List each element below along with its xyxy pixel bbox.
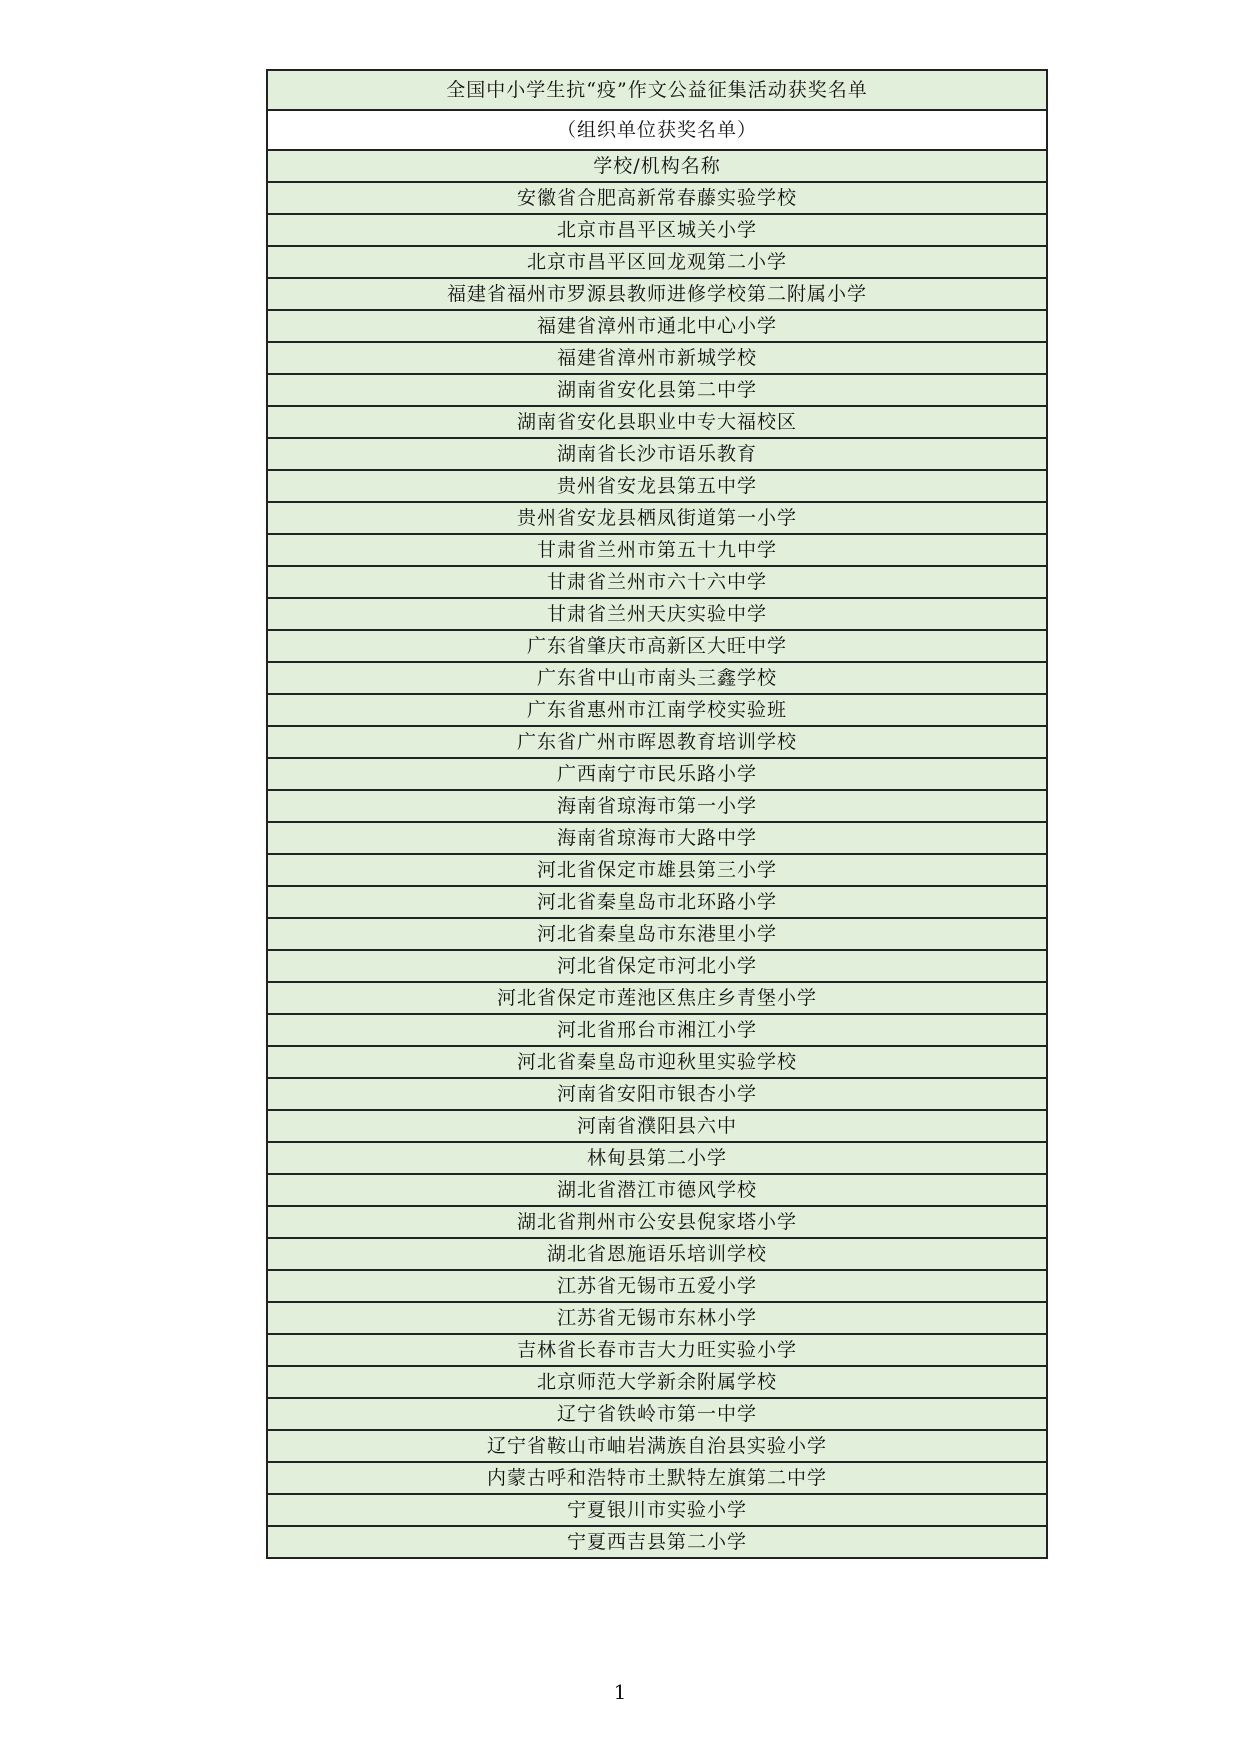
school-name-cell: 河北省秦皇岛市北环路小学	[267, 886, 1047, 918]
table-row	[267, 310, 1047, 342]
school-name-cell: 辽宁省铁岭市第一中学	[267, 1398, 1047, 1430]
school-name-cell: 广东省广州市晖恩教育培训学校	[267, 726, 1047, 758]
table-row	[267, 534, 1047, 566]
school-name-cell: 河南省濮阳县六中	[267, 1110, 1047, 1142]
table-row	[267, 630, 1047, 662]
school-name-cell: 河北省保定市雄县第三小学	[267, 854, 1047, 886]
school-name-cell: 福建省漳州市新城学校	[267, 342, 1047, 374]
school-name-cell: 湖北省恩施语乐培训学校	[267, 1238, 1047, 1270]
table-row	[267, 214, 1047, 246]
table-row	[267, 1366, 1047, 1398]
school-name-cell: 甘肃省兰州市六十六中学	[267, 566, 1047, 598]
table-row	[267, 278, 1047, 310]
school-name-cell: 湖北省荆州市公安县倪家塔小学	[267, 1206, 1047, 1238]
school-name-cell: 海南省琼海市第一小学	[267, 790, 1047, 822]
table-row	[267, 822, 1047, 854]
table-row	[267, 406, 1047, 438]
school-name-cell: 宁夏银川市实验小学	[267, 1494, 1047, 1526]
table-row	[267, 1014, 1047, 1046]
table-row	[267, 1206, 1047, 1238]
school-name-cell: 内蒙古呼和浩特市土默特左旗第二中学	[267, 1462, 1047, 1494]
table-row	[267, 1142, 1047, 1174]
table-row	[267, 662, 1047, 694]
table-row	[267, 1174, 1047, 1206]
school-name-cell: 辽宁省鞍山市岫岩满族自治县实验小学	[267, 1430, 1047, 1462]
school-name-cell: 江苏省无锡市东林小学	[267, 1302, 1047, 1334]
school-name-cell: 北京师范大学新余附属学校	[267, 1366, 1047, 1398]
title-row	[267, 70, 1047, 110]
table-row	[267, 694, 1047, 726]
table-row	[267, 438, 1047, 470]
table-row	[267, 1046, 1047, 1078]
table-row	[267, 374, 1047, 406]
school-name-cell: 河北省秦皇岛市迎秋里实验学校	[267, 1046, 1047, 1078]
school-name-cell: 河北省保定市河北小学	[267, 950, 1047, 982]
school-name-cell: 海南省琼海市大路中学	[267, 822, 1047, 854]
table-row	[267, 1462, 1047, 1494]
school-name-cell: 福建省福州市罗源县教师进修学校第二附属小学	[267, 278, 1047, 310]
subtitle-row	[267, 110, 1047, 150]
school-name-cell: 湖南省安化县职业中专大福校区	[267, 406, 1047, 438]
table-row	[267, 598, 1047, 630]
table-row	[267, 1078, 1047, 1110]
school-name-cell: 河北省秦皇岛市东港里小学	[267, 918, 1047, 950]
table-row	[267, 1238, 1047, 1270]
school-name-cell: 广东省肇庆市高新区大旺中学	[267, 630, 1047, 662]
school-name-cell: 河南省安阳市银杏小学	[267, 1078, 1047, 1110]
document-subtitle: （组织单位获奖名单）	[267, 110, 1047, 150]
table-row	[267, 854, 1047, 886]
award-list-table	[266, 69, 1048, 1559]
table-row	[267, 1398, 1047, 1430]
school-name-cell: 江苏省无锡市五爱小学	[267, 1270, 1047, 1302]
table-row	[267, 1302, 1047, 1334]
column-header-row	[267, 150, 1047, 182]
table-row	[267, 1494, 1047, 1526]
school-name-cell: 河北省保定市莲池区焦庄乡青堡小学	[267, 982, 1047, 1014]
table-row	[267, 1430, 1047, 1462]
school-name-cell: 吉林省长春市吉大力旺实验小学	[267, 1334, 1047, 1366]
school-name-cell: 甘肃省兰州市第五十九中学	[267, 534, 1047, 566]
school-name-cell: 甘肃省兰州天庆实验中学	[267, 598, 1047, 630]
school-name-cell: 广西南宁市民乐路小学	[267, 758, 1047, 790]
table-row	[267, 246, 1047, 278]
table-row	[267, 886, 1047, 918]
table-row	[267, 950, 1047, 982]
table-row	[267, 502, 1047, 534]
page-number: 1	[613, 1680, 627, 1704]
school-name-cell: 湖南省安化县第二中学	[267, 374, 1047, 406]
school-name-cell: 河北省邢台市湘江小学	[267, 1014, 1047, 1046]
table-row	[267, 1110, 1047, 1142]
document-title: 全国中小学生抗“疫”作文公益征集活动获奖名单	[267, 70, 1047, 110]
school-name-cell: 贵州省安龙县栖凤街道第一小学	[267, 502, 1047, 534]
school-name-cell: 湖北省潜江市德风学校	[267, 1174, 1047, 1206]
table-row	[267, 918, 1047, 950]
table-row	[267, 1270, 1047, 1302]
table-row	[267, 790, 1047, 822]
school-name-cell: 广东省惠州市江南学校实验班	[267, 694, 1047, 726]
table-row	[267, 758, 1047, 790]
table-row	[267, 982, 1047, 1014]
table-row	[267, 1526, 1047, 1558]
table-row	[267, 182, 1047, 214]
award-list-body	[267, 70, 1047, 1558]
table-row	[267, 566, 1047, 598]
table-row	[267, 1334, 1047, 1366]
school-name-cell: 广东省中山市南头三鑫学校	[267, 662, 1047, 694]
school-name-cell: 湖南省长沙市语乐教育	[267, 438, 1047, 470]
school-name-cell: 北京市昌平区城关小学	[267, 214, 1047, 246]
school-name-cell: 北京市昌平区回龙观第二小学	[267, 246, 1047, 278]
school-name-cell: 宁夏西吉县第二小学	[267, 1526, 1047, 1558]
school-name-cell: 贵州省安龙县第五中学	[267, 470, 1047, 502]
table-row	[267, 470, 1047, 502]
school-name-cell: 林甸县第二小学	[267, 1142, 1047, 1174]
table-row	[267, 342, 1047, 374]
school-name-cell: 安徽省合肥高新常春藤实验学校	[267, 182, 1047, 214]
column-header: 学校/机构名称	[267, 150, 1047, 182]
school-name-cell: 福建省漳州市通北中心小学	[267, 310, 1047, 342]
table-row	[267, 726, 1047, 758]
